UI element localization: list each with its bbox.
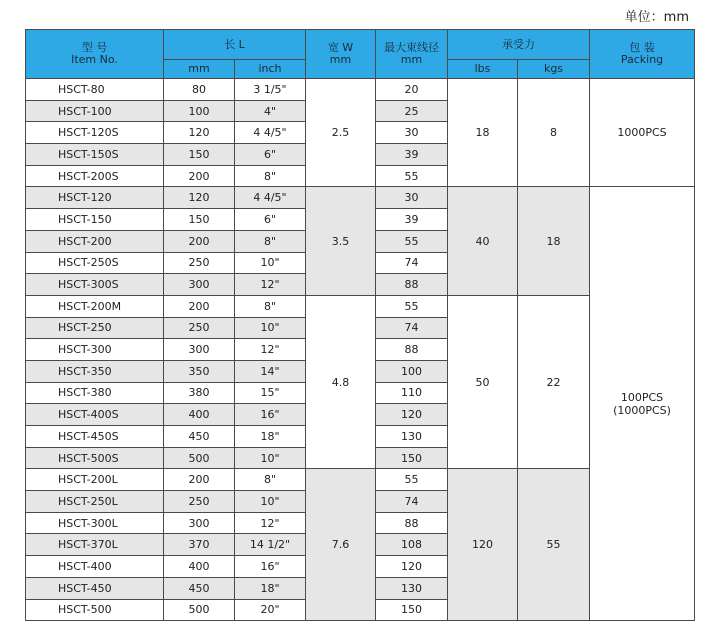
- cell-lbs: 50: [448, 295, 518, 469]
- cell-bundle: 25: [376, 100, 448, 122]
- cell-inch: 3 1/5": [235, 79, 306, 101]
- cell-inch: 10": [235, 317, 306, 339]
- cell-inch: 4 4/5": [235, 187, 306, 209]
- cell-mm: 80: [164, 79, 235, 101]
- cell-inch: 14": [235, 360, 306, 382]
- col-item: [26, 30, 164, 79]
- cell-bundle: 30: [376, 122, 448, 144]
- cell-mm: 150: [164, 144, 235, 166]
- cell-kgs: 8: [518, 79, 590, 187]
- cell-item: HSCT-250S: [26, 252, 164, 274]
- cell-bundle: 88: [376, 274, 448, 296]
- cell-inch: 8": [235, 469, 306, 491]
- cell-bundle: 150: [376, 599, 448, 621]
- cell-item: HSCT-370L: [26, 534, 164, 556]
- cell-mm: 300: [164, 339, 235, 361]
- unit-label: 单位：mm: [624, 10, 689, 25]
- cell-mm: 200: [164, 165, 235, 187]
- cell-inch: 20": [235, 599, 306, 621]
- cell-lbs: 40: [448, 187, 518, 295]
- cell-inch: 12": [235, 274, 306, 296]
- cell-mm: 500: [164, 599, 235, 621]
- cell-item: HSCT-150S: [26, 144, 164, 166]
- col-packing-en: Packing: [620, 53, 664, 66]
- cell-item: HSCT-200: [26, 230, 164, 252]
- col-length-mm: mm: [164, 60, 235, 79]
- cell-item: HSCT-500S: [26, 447, 164, 469]
- cell-width: 2.5: [306, 79, 376, 187]
- cell-bundle: 150: [376, 447, 448, 469]
- col-bundle-cn: 最大束线径: [384, 41, 439, 54]
- col-tensile-kgs: kgs: [518, 60, 590, 79]
- cell-bundle: 100: [376, 360, 448, 382]
- cell-bundle: 120: [376, 404, 448, 426]
- cell-bundle: 55: [376, 230, 448, 252]
- cell-bundle: 120: [376, 556, 448, 578]
- cell-inch: 10": [235, 252, 306, 274]
- cell-mm: 300: [164, 274, 235, 296]
- table-header: [26, 30, 695, 79]
- cell-bundle: 30: [376, 187, 448, 209]
- cell-bundle: 55: [376, 295, 448, 317]
- cell-mm: 120: [164, 122, 235, 144]
- cell-mm: 300: [164, 512, 235, 534]
- cell-width: 3.5: [306, 187, 376, 295]
- cell-mm: 200: [164, 295, 235, 317]
- cell-mm: 150: [164, 209, 235, 231]
- cell-mm: 400: [164, 556, 235, 578]
- cell-packing: 1000PCS: [590, 79, 695, 187]
- col-length-inch: inch: [235, 60, 306, 79]
- cell-item: HSCT-400S: [26, 404, 164, 426]
- cell-inch: 8": [235, 230, 306, 252]
- cell-bundle: 55: [376, 165, 448, 187]
- col-tensile: 承受力: [448, 30, 590, 60]
- cell-inch: 14 1/2": [235, 534, 306, 556]
- cell-mm: 200: [164, 469, 235, 491]
- cell-inch: 8": [235, 295, 306, 317]
- cell-inch: 10": [235, 447, 306, 469]
- cell-inch: 16": [235, 556, 306, 578]
- cell-mm: 350: [164, 360, 235, 382]
- cell-item: HSCT-250: [26, 317, 164, 339]
- cell-mm: 120: [164, 187, 235, 209]
- cell-width: 7.6: [306, 469, 376, 621]
- cell-lbs: 120: [448, 469, 518, 621]
- cell-bundle: 55: [376, 469, 448, 491]
- cell-item: HSCT-80: [26, 79, 164, 101]
- cell-item: HSCT-200L: [26, 469, 164, 491]
- col-width: [306, 30, 376, 79]
- col-packing-cn: 包 装: [629, 41, 655, 54]
- cell-width: 4.8: [306, 295, 376, 469]
- col-bundle-unit: mm: [400, 53, 423, 66]
- col-bundle: [376, 30, 448, 79]
- cell-inch: 6": [235, 209, 306, 231]
- cell-mm: 250: [164, 317, 235, 339]
- col-tensile-lbs: lbs: [448, 60, 518, 79]
- cell-inch: 8": [235, 165, 306, 187]
- cell-kgs: 18: [518, 187, 590, 295]
- cell-item: HSCT-250L: [26, 491, 164, 513]
- cell-item: HSCT-200S: [26, 165, 164, 187]
- cell-lbs: 18: [448, 79, 518, 187]
- cell-inch: 18": [235, 426, 306, 448]
- cell-bundle: 110: [376, 382, 448, 404]
- cell-mm: 250: [164, 491, 235, 513]
- cell-bundle: 74: [376, 317, 448, 339]
- cell-packing-line1: 100PCS: [620, 390, 664, 404]
- col-item-cn: 型 号: [81, 41, 108, 54]
- cell-mm: 400: [164, 404, 235, 426]
- cell-mm: 450: [164, 426, 235, 448]
- cell-item: HSCT-380: [26, 382, 164, 404]
- col-packing: [590, 30, 695, 79]
- cell-item: HSCT-120: [26, 187, 164, 209]
- col-item-en: Item No.: [71, 53, 118, 66]
- cell-item: HSCT-100: [26, 100, 164, 122]
- cell-bundle: 74: [376, 491, 448, 513]
- cell-mm: 200: [164, 230, 235, 252]
- cell-item: HSCT-300L: [26, 512, 164, 534]
- cell-item: HSCT-300: [26, 339, 164, 361]
- cell-item: HSCT-450: [26, 577, 164, 599]
- cell-bundle: 130: [376, 426, 448, 448]
- cell-mm: 500: [164, 447, 235, 469]
- cell-bundle: 108: [376, 534, 448, 556]
- cell-inch: 12": [235, 512, 306, 534]
- table-row: [26, 79, 695, 101]
- cell-mm: 250: [164, 252, 235, 274]
- cell-item: HSCT-300S: [26, 274, 164, 296]
- cell-packing-line2: (1000PCS): [613, 403, 671, 417]
- cell-item: HSCT-120S: [26, 122, 164, 144]
- col-length: 长 L: [164, 30, 306, 60]
- cell-item: HSCT-200M: [26, 295, 164, 317]
- cell-inch: 18": [235, 577, 306, 599]
- cell-inch: 12": [235, 339, 306, 361]
- cell-item: HSCT-350: [26, 360, 164, 382]
- cell-inch: 10": [235, 491, 306, 513]
- cell-item: HSCT-400: [26, 556, 164, 578]
- cell-item: HSCT-150: [26, 209, 164, 231]
- cell-mm: 450: [164, 577, 235, 599]
- cell-bundle: 74: [376, 252, 448, 274]
- cell-bundle: 130: [376, 577, 448, 599]
- cell-inch: 4": [235, 100, 306, 122]
- cell-bundle: 88: [376, 339, 448, 361]
- table-row: [26, 187, 695, 209]
- cell-inch: 6": [235, 144, 306, 166]
- spec-table: [25, 29, 695, 621]
- cell-item: HSCT-500: [26, 599, 164, 621]
- cell-packing: [590, 187, 695, 621]
- cell-kgs: 55: [518, 469, 590, 621]
- cell-mm: 370: [164, 534, 235, 556]
- table-body: [26, 79, 695, 621]
- cell-inch: 16": [235, 404, 306, 426]
- cell-bundle: 88: [376, 512, 448, 534]
- cell-bundle: 39: [376, 144, 448, 166]
- cell-inch: 4 4/5": [235, 122, 306, 144]
- cell-bundle: 39: [376, 209, 448, 231]
- col-width-cn: 宽 W: [327, 41, 354, 54]
- cell-item: HSCT-450S: [26, 426, 164, 448]
- cell-inch: 15": [235, 382, 306, 404]
- cell-bundle: 20: [376, 79, 448, 101]
- cell-mm: 100: [164, 100, 235, 122]
- col-width-unit: mm: [329, 53, 352, 66]
- cell-kgs: 22: [518, 295, 590, 469]
- cell-mm: 380: [164, 382, 235, 404]
